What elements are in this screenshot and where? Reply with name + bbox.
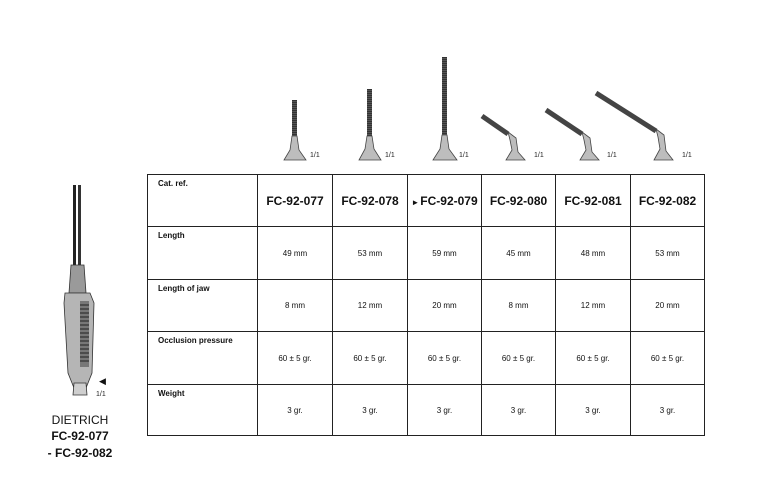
table-row (148, 280, 705, 332)
scale-label: 1/1 (607, 152, 617, 159)
scale-label: 1/1 (310, 152, 320, 159)
scale-label: 1/1 (682, 152, 692, 159)
jaw-illustration-082 (594, 89, 680, 164)
column-code: FC-92-080 (482, 175, 556, 227)
row-label: Length (148, 227, 258, 280)
table-cell: 3 gr. (556, 385, 631, 436)
table-header-row (148, 175, 705, 227)
table-cell: 12 mm (556, 280, 631, 332)
jaw-illustration-080 (480, 112, 532, 164)
forceps-illustration (60, 183, 110, 398)
table-cell: 3 gr. (333, 385, 408, 436)
table-cell: 8 mm (482, 280, 556, 332)
table-cell: 3 gr. (408, 385, 482, 436)
row-label: Weight (148, 385, 258, 436)
table-cell: 60 ± 5 gr. (258, 332, 333, 385)
jaw-illustration-078 (357, 87, 383, 164)
forceps-scale-label: 1/1 (96, 391, 106, 398)
code-range-end: - FC-92-082 (47, 446, 113, 460)
table-cell: 49 mm (258, 227, 333, 280)
row-label: Length of jaw (148, 280, 258, 332)
jaw-illustration-077 (282, 96, 308, 164)
table-cell: 59 mm (408, 227, 482, 280)
table-cell: 20 mm (631, 280, 705, 332)
table-row (148, 227, 705, 280)
table-cell: 53 mm (333, 227, 408, 280)
table-cell: 53 mm (631, 227, 705, 280)
table-cell: 3 gr. (631, 385, 705, 436)
column-code: FC-92-081 (556, 175, 631, 227)
code-range-start: FC-92-077 (51, 429, 109, 443)
table-row (148, 385, 705, 436)
table-cell: 12 mm (333, 280, 408, 332)
column-code-highlighted (408, 175, 482, 227)
product-name: DIETRICH (51, 413, 109, 427)
scale-label: 1/1 (385, 152, 395, 159)
table-cell: 45 mm (482, 227, 556, 280)
table-cell: 60 ± 5 gr. (408, 332, 482, 385)
row-label: Occlusion pressure (148, 332, 258, 385)
column-code: FC-92-077 (258, 175, 333, 227)
column-code: FC-92-078 (333, 175, 408, 227)
table-cell: 60 ± 5 gr. (482, 332, 556, 385)
spec-table (147, 174, 705, 436)
table-row (148, 332, 705, 385)
arrow-marker-icon: ► (411, 197, 420, 207)
table-cell: 3 gr. (482, 385, 556, 436)
table-cell: 3 gr. (258, 385, 333, 436)
arrow-marker-icon: ◀ (99, 376, 106, 386)
scale-label: 1/1 (534, 152, 544, 159)
table-cell: 8 mm (258, 280, 333, 332)
table-cell: 60 ± 5 gr. (631, 332, 705, 385)
table-cell: 20 mm (408, 280, 482, 332)
table-cell: 60 ± 5 gr. (333, 332, 408, 385)
table-cell: 48 mm (556, 227, 631, 280)
column-code: FC-92-082 (631, 175, 705, 227)
jaw-illustration-079 (431, 55, 459, 164)
scale-label: 1/1 (459, 152, 469, 159)
column-code: FC-92-079 (420, 193, 478, 208)
table-cell: 60 ± 5 gr. (556, 332, 631, 385)
header-label: Cat. ref. (148, 175, 258, 227)
